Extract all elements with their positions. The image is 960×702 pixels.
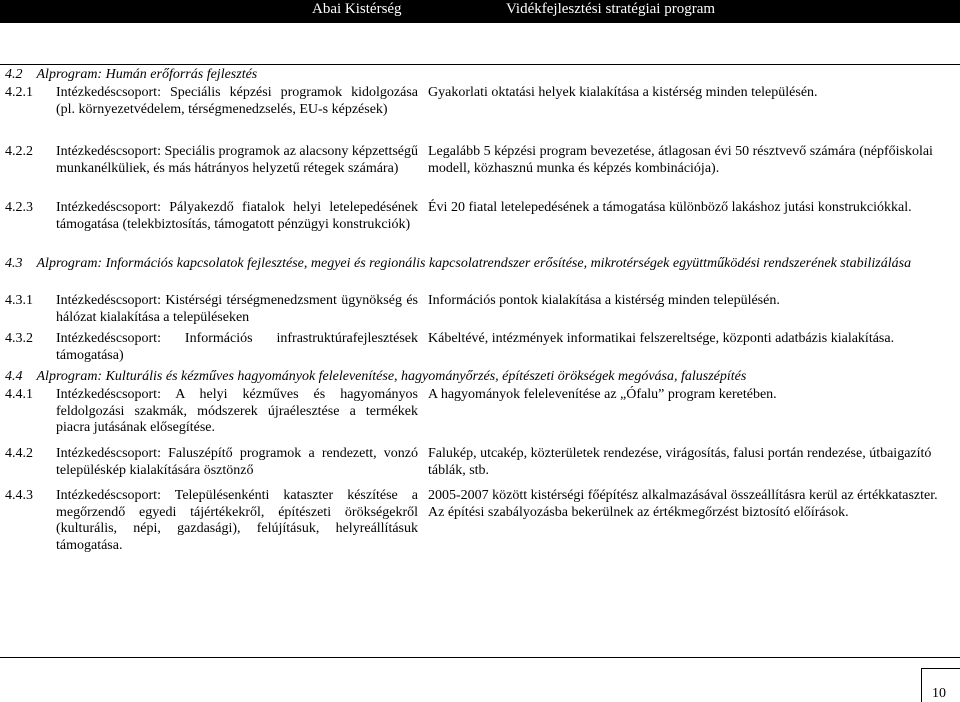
page-number: 10 — [932, 686, 946, 701]
item-measure: Intézkedéscsoport: Speciális képzési programok kidolgozása (pl. környezetvédelem, térségmenedzselés, EU-s képzések) — [56, 85, 418, 117]
item-measure: Intézkedéscsoport: Kistérségi térségmenedzsment ügynökség és hálózat kialakítása a településeken — [56, 293, 418, 325]
item-number: 4.3.2 — [5, 331, 33, 346]
item-measure: Intézkedéscsoport: Pályakezdő fiatalok helyi letelepedésének támogatása (telekbiztosítás, támogatott pénzügyi konstrukciók) — [56, 200, 418, 232]
item-target: Legalább 5 képzési program bevezetése, átlagosan évi 50 résztvevő számára (népfőiskolai modell, közhasznú munka és képzés kombinációja). — [428, 144, 933, 176]
page-header — [0, 0, 960, 23]
table-bottom-border — [0, 657, 960, 658]
item-number: 4.4.2 — [5, 446, 33, 461]
item-number: 4.4.3 — [5, 488, 33, 503]
item-target: Falukép, utcakép, közterületek rendezése, virágosítás, falusi portán rendezése, útbaigazító táblák, stb. — [428, 446, 932, 478]
item-measure: Intézkedéscsoport: Speciális programok az alacsony képzettségű munkanélküliek, és más hátrányos helyzetű rétegek számára) — [56, 144, 418, 176]
table-top-border — [0, 64, 960, 65]
section-row: 4.4 Alprogram: Kulturális és kézműves hagyományok felelevenítése, hagyományőrzés, építészeti örökségek megóvása, faluszépítés — [5, 369, 747, 384]
section-row: 4.3 Alprogram: Információs kapcsolatok fejlesztése, megyei és regionális kapcsolatrendszer erősítése, mikrotérségek együttműködési rendszerének stabilizálása — [5, 256, 912, 271]
item-number: 4.4.1 — [5, 387, 33, 402]
item-measure: Intézkedéscsoport: Információs infrastruktúrafejlesztések támogatása) — [56, 331, 418, 363]
item-target: 2005-2007 között kistérségi főépítész alkalmazásával összeállításra kerül az értékkataszter. Az építési szabályozásba bekerülnek az értékmegőrzést biztosító előírások. — [428, 488, 938, 520]
item-measure: Intézkedéscsoport: A helyi kézműves és hagyományos feldolgozási szakmák, módszerek újraélesztése a termékek piacra jutásának elősegítése. — [56, 387, 418, 435]
item-target: Információs pontok kialakítása a kistérség minden településén. — [428, 293, 780, 308]
item-target: Gyakorlati oktatási helyek kialakítása a kistérség minden településén. — [428, 85, 818, 100]
item-number: 4.3.1 — [5, 293, 33, 308]
item-number: 4.2.3 — [5, 200, 33, 215]
item-target: Évi 20 fiatal letelepedésének a támogatása különböző lakáshoz jutási konstrukciókkal. — [428, 200, 912, 215]
item-measure: Intézkedéscsoport: Faluszépítő programok a rendezett, vonzó településkép kialakítására ösztönző — [56, 446, 418, 478]
item-target: A hagyományok felelevenítése az „Ófalu” program keretében. — [428, 387, 777, 402]
item-target: Kábeltévé, intézmények informatikai felszereltsége, központi adatbázis kialakítása. — [428, 331, 895, 346]
header-title: Abai Kistérség — [312, 1, 402, 17]
item-number: 4.2.2 — [5, 144, 33, 159]
section-row: 4.2 Alprogram: Humán erőforrás fejlesztés — [5, 67, 258, 82]
item-measure: Intézkedéscsoport: Településenkénti kataszter készítése a megőrzendő egyedi tájértékekről, építészeti örökségekről (kulturális, népi, gazdasági), felújításuk, helyreállításuk támogatása. — [56, 488, 418, 553]
item-number: 4.2.1 — [5, 85, 33, 100]
header-subtitle: Vidékfejlesztési stratégiai program — [506, 1, 716, 17]
